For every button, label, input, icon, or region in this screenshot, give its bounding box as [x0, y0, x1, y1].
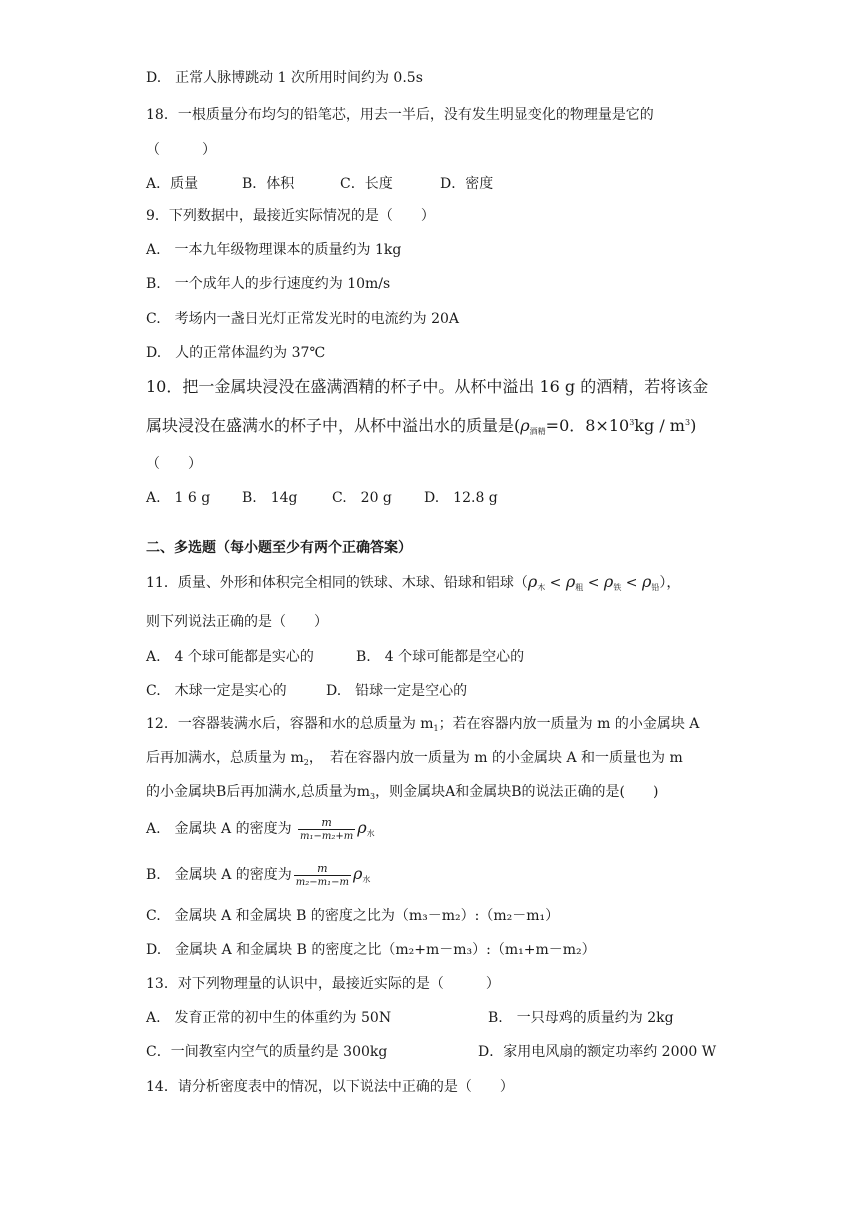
q11-option-a: A. 4 个球可能都是实心的	[146, 649, 314, 665]
density-value: =0．8×10	[545, 416, 630, 435]
q9-stem: 9．下列数据中，最接近实际情况的是（ ）	[146, 208, 435, 224]
q18-option-b: B．体积	[242, 176, 295, 192]
q10-stem-line1: 10．把一金属块浸没在盛满酒精的杯子中。从杯中溢出 16 g 的酒精，若将该金	[146, 377, 709, 396]
q11-option-c: C. 木球一定是实心的	[146, 683, 287, 699]
rho-subscript-wood: 木	[537, 583, 546, 592]
density-exponent: 3	[629, 418, 635, 427]
q12-option-c: C. 金属块 A 和金属块 B 的密度之比为（m₃－m₂）:（m₂－m₁）	[146, 908, 560, 924]
q13-option-c: C．一间教室内空气的质量约是 300kg	[146, 1044, 388, 1060]
q10-stem-text: 属块浸没在盛满水的杯子中，从杯中溢出水的质量是(	[146, 416, 521, 435]
less-than: <	[545, 575, 566, 591]
q11-stem-line1	[146, 572, 680, 598]
q9-option-c: C. 考场内一盏日光灯正常发光时的电流约为 20A	[146, 311, 460, 327]
rho-symbol: ρ	[603, 572, 614, 591]
subscript-2: 2	[303, 758, 309, 767]
q18-option-c: C．长度	[340, 176, 393, 192]
q10-option-d: D. 12.8 g	[424, 490, 498, 506]
rho-symbol: ρ	[641, 572, 652, 591]
fraction-denominator: m₁−m₂+m	[300, 830, 354, 842]
q18-stem-line2: （ ）	[146, 142, 216, 158]
q12-option-a-text: A. 金属块 A 的密度为	[146, 821, 292, 837]
q10-option-a: A. 1 6 g	[146, 490, 211, 506]
q12-stem-line1	[146, 714, 699, 739]
q13-option-b: B. 一只母鸡的质量约为 2kg	[488, 1010, 674, 1026]
q10-stem-line3: （ ）	[146, 456, 202, 472]
q12-line3-rest: ，则金属块A和金属块B的说法正确的是( )	[375, 784, 659, 800]
q9-option-a: A. 一本九年级物理课本的质量约为 1kg	[146, 242, 402, 258]
q12-line2-text: 后再加满水，总质量为 m	[146, 750, 304, 766]
close-paren: ），	[659, 575, 681, 591]
rho-symbol: ρ	[352, 864, 363, 883]
q18-option-a: A．质量	[146, 176, 199, 192]
q13-stem: 13．对下列物理量的认识中，最接近实际的是（ ）	[146, 976, 500, 992]
rho-symbol: ρ	[527, 572, 538, 591]
density-unit: kg / m	[634, 416, 685, 435]
q12-stem-line2	[146, 748, 683, 773]
rho-subscript-iron: 铁	[613, 583, 622, 592]
q18-option-d: D．密度	[440, 176, 494, 192]
q13-option-d: D．家用电风扇的额定功率约 2000 W	[478, 1044, 717, 1060]
q11-option-d: D. 铅球一定是空心的	[326, 683, 468, 699]
q11-stem-text: 11．质量、外形和体积完全相同的铁球、木球、铅球和铝球（	[146, 575, 528, 591]
fraction	[298, 816, 355, 843]
rho-subscript-water: 水	[362, 875, 371, 884]
fraction-denominator: m₂−m₁−m	[295, 876, 349, 888]
rho-subscript-alcohol: 酒精	[529, 427, 546, 436]
q12-option-d: D. 金属块 A 和金属块 B 的密度之比（m₂+m－m₃）:（m₁+m－m₂）	[146, 942, 596, 958]
rho-symbol: ρ	[357, 818, 367, 837]
q12-option-b	[146, 856, 370, 898]
rho-symbol: ρ	[565, 572, 576, 591]
q12-line2-rest: ， 若在容器内放一质量为 m 的小金属块 A 和一质量也为 m	[308, 750, 683, 766]
fraction	[294, 862, 351, 889]
less-than: <	[583, 575, 604, 591]
q12-stem-line3	[146, 782, 658, 807]
q12-line1-rest: ；若在容器内放一质量为 m 的小金属块 A	[438, 716, 700, 732]
q13-option-a: A. 发育正常的初中生的体重约为 50N	[146, 1010, 392, 1026]
section-heading-multi-choice: 二、多选题（每小题至少有两个正确答案）	[146, 540, 412, 556]
q9-option-b: B. 一个成年人的步行速度约为 10m/s	[146, 276, 391, 292]
rho-subscript-water: 水	[366, 829, 375, 838]
subscript-1: 1	[433, 724, 439, 733]
q18-stem-line1: 18．一根质量分布均匀的铅笔芯，用去一半后，没有发生明显变化的物理量是它的	[146, 107, 654, 123]
q14-stem: 14．请分析密度表中的情况，以下说法中正确的是（ ）	[146, 1079, 514, 1095]
q12-option-b-text: B. 金属块 A 的密度为	[146, 867, 292, 883]
less-than: <	[621, 575, 642, 591]
q10-stem-line2	[146, 413, 696, 442]
q10-option-c: C. 20 g	[332, 490, 392, 506]
q11-stem-line2: 则下列说法正确的是（ ）	[146, 614, 328, 630]
density-unit-exponent: 3	[684, 418, 691, 427]
q9-option-d: D. 人的正常体温约为 37℃	[146, 345, 326, 361]
q12-line1-text: 12．一容器装满水后，容器和水的总质量为 m	[146, 716, 434, 732]
subscript-3: 3	[370, 792, 376, 801]
fraction-numerator: m	[317, 861, 328, 875]
q17-option-d: D. 正常人脉博跳动 1 次所用时间约为 0.5s	[146, 70, 423, 86]
rho-subscript-lead: 铅	[651, 583, 660, 592]
q11-option-b: B. 4 个球可能都是空心的	[356, 649, 525, 665]
rho-subscript-aluminum: 粗	[575, 583, 584, 592]
close-paren: )	[690, 416, 697, 435]
q12-option-a	[146, 810, 375, 852]
rho-symbol: ρ	[520, 416, 530, 435]
q10-option-b: B. 14g	[242, 490, 298, 506]
fraction-numerator: m	[321, 815, 332, 829]
q12-line3-text: 的小金属块B后再加满水,总质量为m	[146, 784, 371, 800]
